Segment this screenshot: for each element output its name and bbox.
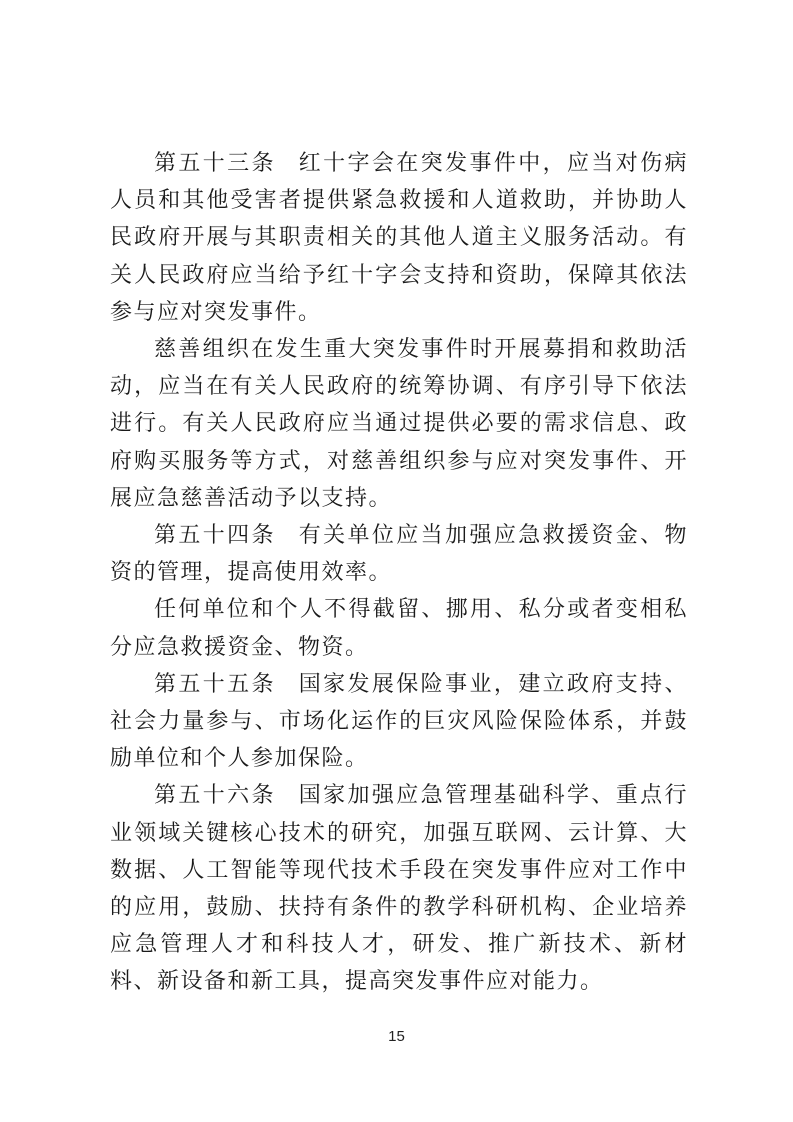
paragraph-charity-organizations <box>110 331 688 517</box>
paragraph-funds-prohibition <box>110 591 688 665</box>
paragraph-text: 国家加强应急管理基础科学、重点行业领域关键核心技术的研究，加强互联网、云计算、大数据、人工智能等现代技术手段在突发事件应对工作中的应用，鼓励、扶持有条件的教学科研机构、企业培养应急管理人才和科技人才，研发、推广新技术、新材料、新设备和新工具，提高突发事件应对能力。 <box>110 783 688 995</box>
paragraph-article-54 <box>110 517 688 591</box>
paragraph-article-55 <box>110 666 688 778</box>
paragraph-text: 国家发展保险事业，建立政府支持、社会力量参与、市场化运作的巨灾风险保险体系，并鼓励单位和个人参加保险。 <box>110 671 688 772</box>
page-number: 15 <box>388 1028 405 1045</box>
paragraph-article-53 <box>110 145 688 331</box>
paragraph-text: 有关单位应当加强应急救援资金、物资的管理，提高使用效率。 <box>110 523 688 586</box>
paragraph-article-56 <box>110 777 688 1000</box>
article-number: 第五十六条 <box>154 783 276 809</box>
article-number: 第五十三条 <box>154 151 276 176</box>
document-body <box>110 145 688 1001</box>
article-number: 第五十四条 <box>154 523 276 549</box>
paragraph-text: 慈善组织在发生重大突发事件时开展募捐和救助活动，应当在有关人民政府的统筹协调、有序引导下依法进行。有关人民政府应当通过提供必要的需求信息、政府购买服务等方式，对慈善组织参与应对突发事件、开展应急慈善活动予以支持。 <box>110 337 688 511</box>
paragraph-text: 任何单位和个人不得截留、挪用、私分或者变相私分应急救援资金、物资。 <box>110 597 688 660</box>
article-number: 第五十五条 <box>154 671 276 697</box>
paragraph-text: 红十字会在突发事件中，应当对伤病人员和其他受害者提供紧急救援和人道救助，并协助人民政府开展与其职责相关的其他人道主义服务活动。有关人民政府应当给予红十字会支持和资助，保障其依法参与应对突发事件。 <box>110 151 688 325</box>
